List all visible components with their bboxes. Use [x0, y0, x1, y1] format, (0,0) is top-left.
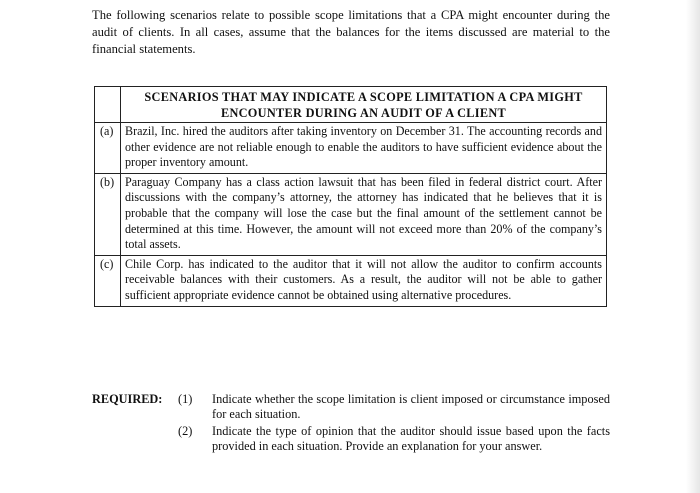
header-blank-cell	[95, 87, 121, 123]
scenario-label: (a)	[95, 123, 121, 174]
scenario-text: Chile Corp. has indicated to the auditor that it will not allow the auditor to confirm accounts receivable balances with their customers. As a result, the auditor will not be able to gather sufficient appropriate evidence cannot be obtained using alternative procedures.	[121, 255, 607, 306]
required-text: Indicate the type of opinion that the auditor should issue based upon the facts provided in each situation. Provide an explanation for your answer.	[212, 423, 610, 453]
scenario-row-b	[95, 173, 607, 255]
scenario-text: Paraguay Company has a class action lawsuit that has been filed in federal district court. After discussions with the company’s attorney, the attorney has indicated that he believes that it is probable that the company will lose the case but the final amount of the settlement cannot be determined at this time. However, the amount will not exceed more than 20% of the company’s total assets.	[121, 173, 607, 255]
scenario-row-a	[95, 123, 607, 174]
required-section	[92, 392, 612, 455]
required-spacer	[92, 424, 178, 455]
scenario-text: Brazil, Inc. hired the auditors after taking inventory on December 31. The accounting records and other evidence are not reliable enough to enable the auditors to have sufficient evidence about the proper inventory amount.	[121, 123, 607, 174]
required-number: (2)	[178, 423, 193, 438]
scenario-label: (b)	[95, 173, 121, 255]
required-item-1	[92, 392, 612, 423]
scenario-row-c	[95, 255, 607, 306]
page-edge-shadow	[686, 0, 700, 493]
required-label: REQUIRED:	[92, 392, 163, 406]
scenario-label: (c)	[95, 255, 121, 306]
table-header-row	[95, 87, 607, 123]
table-heading: SCENARIOS THAT MAY INDICATE A SCOPE LIMITATION A CPA MIGHT ENCOUNTER DURING AN AUDIT OF A CLIENT	[121, 87, 607, 123]
intro-paragraph: The following scenarios relate to possible scope limitations that a CPA might encounter during the audit of clients. In all cases, assume that the balances for the items discussed are material to the financial statements.	[92, 8, 610, 56]
required-text: Indicate whether the scope limitation is client imposed or circumstance imposed for each situation.	[212, 392, 610, 422]
scenarios-table	[94, 86, 607, 307]
required-number: (1)	[178, 392, 193, 406]
required-item-2	[92, 424, 612, 455]
